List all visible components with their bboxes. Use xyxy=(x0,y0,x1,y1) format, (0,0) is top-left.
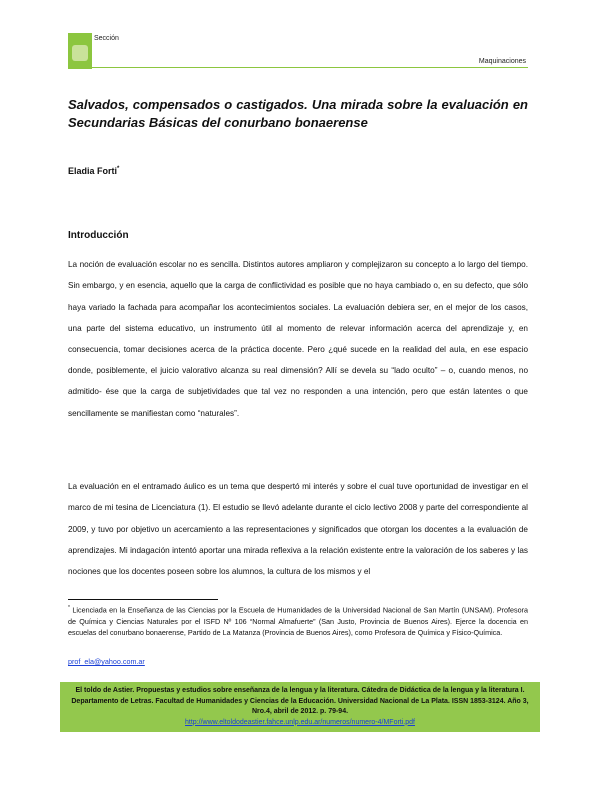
citation-text: El toldo de Astier. Propuestas y estudios sobre enseñanza de la lengua y la literatura. Cátedra de Didáctica de la lengua y la literatura I. Departamento de Letras. Facultad de Humanidades y Ciencias de la Educación. Universidad Nacional de La Plata. ISSN 1853-3124. Año 3, Nro.4, abril de 2012. p. 79-94. xyxy=(71,687,529,715)
journal-logo-mark xyxy=(72,45,88,61)
author-name-text: Eladia Forti xyxy=(68,166,118,176)
footnote-text: Licenciada en la Enseñanza de las Ciencias por la Escuela de Humanidades de la Universidad Nacional de San Martín (UNSAM). Profesora de Química y Ciencias Naturales por el ISFD Nº 106 “Normal Almafuerte” (San Justo, Provincia de Buenos Aires). Ejerce la docencia en escuelas del conurbano bonaerense, Partido de La Matanza (Provincia de Buenos Aires), como Profesora de Química y Físico-Química. xyxy=(68,605,528,638)
author-email-link[interactable]: prof_ela@yahoo.com.ar xyxy=(68,657,145,666)
section-divider xyxy=(92,67,528,68)
section-heading: Introducción xyxy=(68,230,129,241)
author-footnote-mark[interactable]: * xyxy=(117,166,120,172)
section-label: Sección xyxy=(94,35,119,42)
body-paragraph-1: La noción de evaluación escolar no es sencilla. Distintos autores ampliaron y complejizaron su concepto a lo largo del tiempo. Sin embargo, y en esencia, aquello que la carga de conflictividad es posible que no haya cambiado o, en su defecto, que sólo haya variado la fachada para acompañar los acontecimientos sociales. La evaluación debiera ser, en el mejor de los casos, una parte del sistema educativo, un instrumento útil al momento de relevar información acerca del aprendizaje y, en consecuencia, tomar decisiones acerca de la práctica docente. Pero ¿qué sucede en la realidad del aula, en ese espacio donde, posiblemente, el juicio valorativo alcanza su real dimensión? Allí se devela su “lado oculto” – o, cuando menos, no admitido- ése que la carga de subjetividades que tal vez no responden a una intención, pero que están latentes o que sencillamente se manifiestan como “naturales”. xyxy=(68,260,528,418)
citation-footer xyxy=(60,682,540,732)
footnote-mark: * xyxy=(68,605,70,611)
footnote-divider xyxy=(68,599,218,600)
section-name: Maquinaciones xyxy=(478,58,526,65)
section-header xyxy=(68,33,528,69)
article-url-link[interactable]: http://www.eltoldodeastier.fahce.unlp.edu.ar/numeros/numero-4/MForti.pdf xyxy=(185,718,415,726)
article-title: Salvados, compensados o castigados. Una mirada sobre la evaluación en Secundarias Básicas del conurbano bonaerense xyxy=(68,97,528,130)
footnote xyxy=(68,603,528,639)
author-name xyxy=(68,166,119,176)
journal-logo xyxy=(68,33,92,69)
body-paragraph-2: La evaluación en el entramado áulico es un tema que despertó mi interés y sobre el cual tuve oportunidad de investigar en el marco de mi tesina de Licenciatura (1). El estudio se llevó adelante durante el ciclo lectivo 2008 y parte del correspondiente al 2009, y tuvo por objetivo un acercamiento a las representaciones y significados que otorgan los docentes a la evaluación de aprendizajes. Mi indagación intentó aportar una mirada reflexiva a la relación existente entre la valoración de los saberes y las nociones que los docentes poseen sobre los alumnos, la cultura de los mismos y el xyxy=(68,482,528,576)
